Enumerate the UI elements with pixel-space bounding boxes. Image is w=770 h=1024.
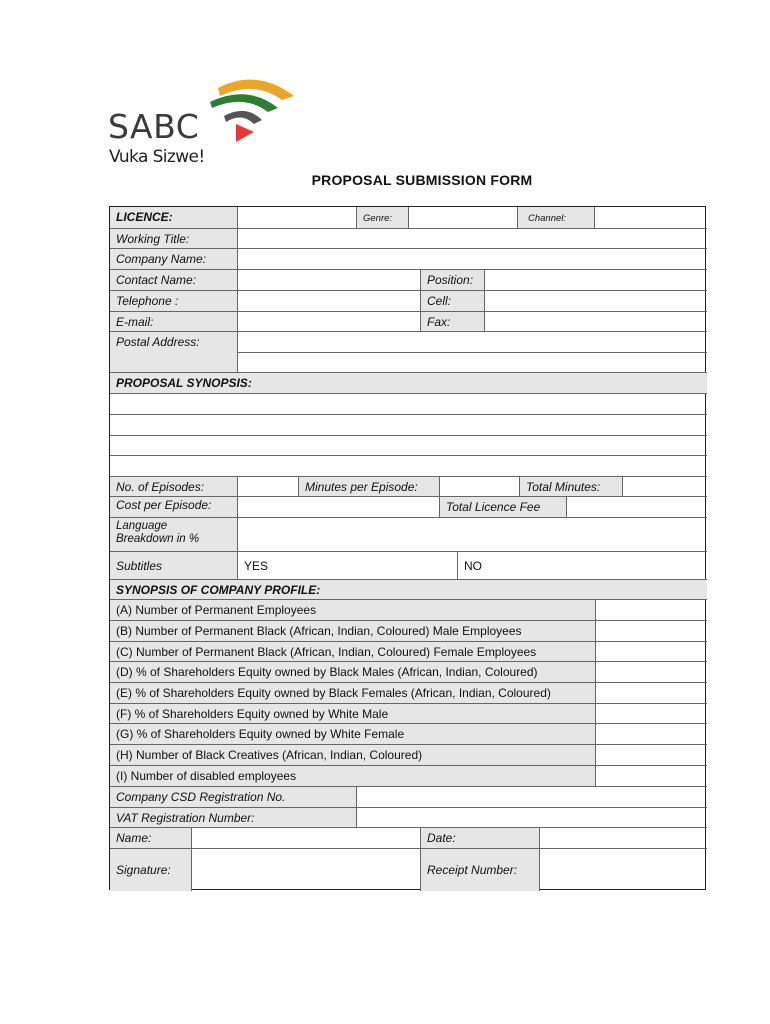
logo-wordmark: SABC	[108, 107, 200, 146]
company-name-label: Company Name:	[110, 248, 237, 269]
profile-value-a[interactable]	[595, 599, 707, 620]
licence-label: LICENCE:	[110, 207, 237, 228]
vat-registration-field[interactable]	[356, 807, 707, 827]
receipt-number-field[interactable]	[539, 848, 707, 891]
genre-field[interactable]	[408, 207, 517, 228]
vat-registration-label: VAT Registration Number:	[110, 807, 356, 827]
synopsis-line-1[interactable]	[110, 393, 707, 414]
csd-registration-label: Company CSD Registration No.	[110, 786, 356, 807]
email-field[interactable]	[237, 311, 420, 331]
profile-item-f: (F) % of Shareholders Equity owned by White Male	[110, 703, 595, 723]
licence-field[interactable]	[237, 207, 356, 228]
cost-per-episode-label: Cost per Episode:	[110, 496, 237, 517]
form-title: PROPOSAL SUBMISSION FORM	[311, 172, 533, 188]
subtitles-no-option[interactable]: NO	[457, 551, 707, 579]
language-breakdown-label	[110, 517, 237, 551]
channel-field[interactable]	[594, 207, 707, 228]
profile-item-d: (D) % of Shareholders Equity owned by Black Males (African, Indian, Coloured)	[110, 661, 595, 682]
receipt-number-label: Receipt Number:	[420, 848, 539, 891]
episodes-field[interactable]	[237, 476, 298, 496]
fax-field[interactable]	[484, 311, 707, 331]
working-title-label: Working Title:	[110, 228, 237, 248]
cell-field[interactable]	[484, 290, 707, 311]
email-label: E-mail:	[110, 311, 237, 331]
total-licence-fee-field[interactable]	[566, 496, 707, 517]
cell-label: Cell:	[420, 290, 484, 311]
name-field[interactable]	[191, 827, 420, 848]
name-label: Name:	[110, 827, 191, 848]
profile-item-a: (A) Number of Permanent Employees	[110, 599, 595, 620]
language-breakdown-field[interactable]	[237, 517, 707, 551]
postal-address-line-1[interactable]	[237, 331, 707, 352]
position-field[interactable]	[484, 269, 707, 290]
date-label: Date:	[420, 827, 539, 848]
postal-address-line-2[interactable]	[237, 352, 707, 372]
total-licence-fee-label: Total Licence Fee	[439, 496, 566, 517]
logo-tagline: Vuka Sizwe!	[109, 147, 205, 167]
language-label-line-2: Breakdown in %	[116, 533, 200, 545]
postal-address-label: Postal Address:	[110, 331, 237, 372]
telephone-label: Telephone :	[110, 290, 237, 311]
profile-item-b: (B) Number of Permanent Black (African, Indian, Coloured) Male Employees	[110, 620, 595, 641]
subtitles-yes-option[interactable]: YES	[237, 551, 457, 579]
synopsis-line-3[interactable]	[110, 435, 707, 455]
total-minutes-field[interactable]	[622, 476, 707, 496]
profile-item-i: (I) Number of disabled employees	[110, 765, 595, 786]
working-title-field[interactable]	[237, 228, 707, 248]
genre-label: Genre:	[356, 207, 408, 228]
profile-item-e: (E) % of Shareholders Equity owned by Black Females (African, Indian, Coloured)	[110, 682, 595, 703]
profile-value-b[interactable]	[595, 620, 707, 641]
fax-label: Fax:	[420, 311, 484, 331]
company-profile-heading: SYNOPSIS OF COMPANY PROFILE:	[110, 579, 707, 599]
contact-name-label: Contact Name:	[110, 269, 237, 290]
total-minutes-label: Total Minutes:	[519, 476, 622, 496]
profile-value-d[interactable]	[595, 661, 707, 682]
synopsis-line-4[interactable]	[110, 455, 707, 476]
profile-value-i[interactable]	[595, 765, 707, 786]
episodes-label: No. of Episodes:	[110, 476, 237, 496]
company-name-field[interactable]	[237, 248, 707, 269]
sabc-logo	[108, 76, 308, 168]
contact-name-field[interactable]	[237, 269, 420, 290]
proposal-form	[109, 206, 706, 890]
broadcast-arcs-icon	[202, 76, 308, 146]
signature-label: Signature:	[110, 848, 191, 891]
signature-field[interactable]	[191, 848, 420, 891]
profile-value-f[interactable]	[595, 703, 707, 723]
profile-value-h[interactable]	[595, 744, 707, 765]
proposal-synopsis-heading: PROPOSAL SYNOPSIS:	[110, 372, 707, 393]
subtitles-label: Subtitles	[110, 551, 237, 579]
channel-label: Channel:	[517, 207, 594, 228]
position-label: Position:	[420, 269, 484, 290]
profile-value-g[interactable]	[595, 723, 707, 744]
profile-item-h: (H) Number of Black Creatives (African, Indian, Coloured)	[110, 744, 595, 765]
csd-registration-field[interactable]	[356, 786, 707, 807]
minutes-per-episode-label: Minutes per Episode:	[298, 476, 439, 496]
profile-item-g: (G) % of Shareholders Equity owned by White Female	[110, 723, 595, 744]
profile-value-c[interactable]	[595, 641, 707, 661]
minutes-per-episode-field[interactable]	[439, 476, 519, 496]
profile-item-c: (C) Number of Permanent Black (African, Indian, Coloured) Female Employees	[110, 641, 595, 661]
language-label-line-1: Language	[116, 520, 168, 532]
synopsis-line-2[interactable]	[110, 414, 707, 435]
date-field[interactable]	[539, 827, 707, 848]
telephone-field[interactable]	[237, 290, 420, 311]
cost-per-episode-field[interactable]	[237, 496, 439, 517]
profile-value-e[interactable]	[595, 682, 707, 703]
